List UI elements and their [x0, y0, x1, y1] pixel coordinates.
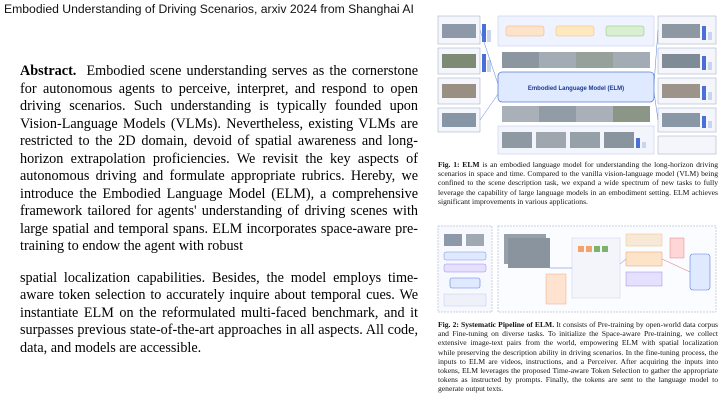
abstract-text-1: Embodied scene understanding serves as the cornerstone for autonomous agents to perceive, interpret, and respond to open driving scenarios. Such understanding is typically founded upon Vision-Language Models (VLMs). Nevertheless, existing VLMs are restricted to the 2D domain, devoid of spatial awareness and long-horizon extrapolation proficiencies. We revisit the key aspects of autonomous driving and formulate appropriate rubrics. Hereby, we introduce the Embodied Language Model (ELM), a comprehensive framework tailored for agents' understanding of driving scenes with large spatial and temporal spans. ELM incorporates space-aware pre-training to endow the agent with robust [20, 63, 418, 254]
figure-2-diagram [436, 224, 718, 314]
figure-1-caption-text: is an embodied language model for understanding the long-horizon driving scenarios in space and time. Compared to the vanilla vision-language model (VLM) being confined to the scene description task, we expand a wide spectrum of new tasks to fully leverage the capability of large language models in an embodiment setting. ELM achieves significant improvements in various applications. [438, 160, 718, 206]
figure-1-caption-label: Fig. 1: ELM [438, 160, 480, 169]
abstract [20, 63, 418, 357]
elm-model-label: Embodied Language Model (ELM) [527, 86, 625, 92]
abstract-paragraph-1 [20, 63, 418, 256]
page-header: Embodied Understanding of Driving Scenarios, arxiv 2024 from Shanghai AI [4, 2, 414, 16]
abstract-heading: Abstract. [20, 63, 77, 79]
figure-2-caption [438, 320, 718, 394]
figure-1-diagram [436, 14, 718, 156]
figure-1-caption [438, 160, 718, 206]
figure-2-caption-label: Fig. 2: Systematic Pipeline of ELM. [438, 320, 555, 329]
figure-2-caption-text: It consists of Pre-training by open-world data corpus and Fine-tuning on diverse tasks. To initialize the Space-aware Pre-training, we collect extensive image-text pairs from the world, empowering ELM with spatial localization while preserving the description ability in driving scenarios. In the fine-tuning process, the inputs to ELM are videos, instructions, and a Perceiver. After acquiring the inputs into tokens, ELM leverages the proposed Time-aware Token Selection to gather the appropriate tokens as instructed by prompts. Finally, the tokens are sent to the language model to generate output texts. [438, 320, 718, 394]
abstract-text-2: spatial localization capabilities. Besides, the model employs time-aware token selection to accurately inquire about temporal cues. We instantiate ELM on the reformulated multi-faced benchmark, and it surpasses previous state-of-the-art approaches in all aspects. All code, data, and models are accessible. [20, 269, 418, 356]
